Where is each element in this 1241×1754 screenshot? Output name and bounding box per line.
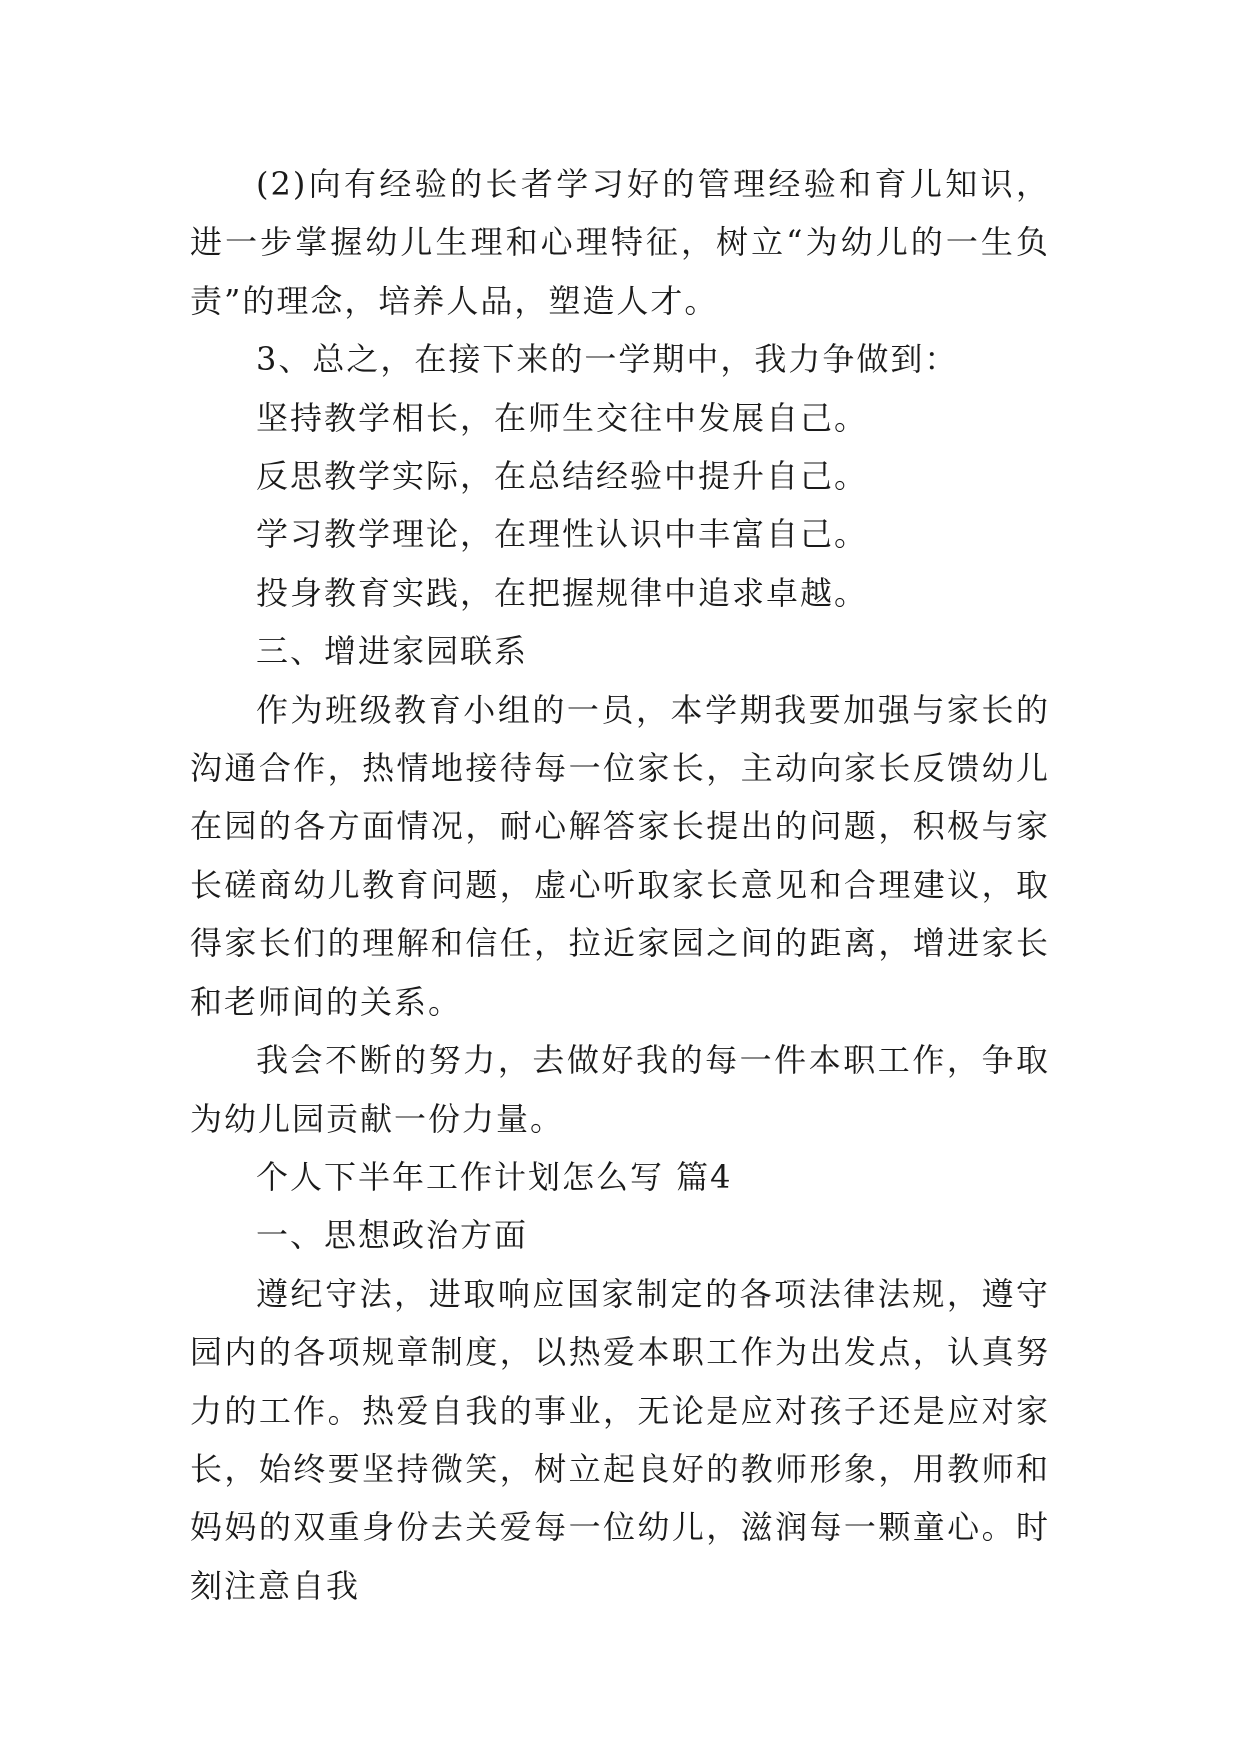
paragraph-commitment: 我会不断的努力，去做好我的每一件本职工作，争取为幼儿园贡献一份力量。: [190, 1041, 1050, 1138]
section-heading-home-school: 三、增进家园联系: [256, 632, 529, 671]
paragraph-goal-theory: 学习教学理论，在理性认识中丰富自己。: [256, 515, 869, 554]
paragraph-goal-teaching: 坚持教学相长，在师生交往中发展自己。: [256, 398, 869, 437]
paragraph-goal-practice: 投身教育实践，在把握规律中追求卓越。: [256, 573, 869, 612]
document-page: [190, 155, 1050, 1615]
paragraph-goal-reflection: 反思教学实际，在总结经验中提升自己。: [256, 457, 869, 496]
paragraph-politics: 遵纪守法，进取响应国家制定的各项法律法规，遵守园内的各项规章制度，以热爱本职工作为出发点，认真努力的工作。热爱自我的事业，无论是应对孩子还是应对家长，始终要坚持微笑，树立起良好的教师形象，用教师和妈妈的双重身份去关爱每一位幼儿，滋润每一颗童心。时刻注意自我: [190, 1274, 1050, 1605]
paragraph-summary-intro: 3、总之，在接下来的一学期中，我力争做到：: [256, 340, 959, 379]
article-heading: 个人下半年工作计划怎么写 篇4: [256, 1157, 733, 1196]
paragraph-home-school: 作为班级教育小组的一员，本学期我要加强与家长的沟通合作，热情地接待每一位家长，主动向家长反馈幼儿在园的各方面情况，耐心解答家长提出的问题，积极与家长磋商幼儿教育问题，虚心听取家长意见和合理建议，取得家长们的理解和信任，拉近家园之间的距离，增进家长和老师间的关系。: [190, 690, 1050, 1021]
paragraph-learning-experience: (2)向有经验的长者学习好的管理经验和育儿知识，进一步掌握幼儿生理和心理特征，树立“为幼儿的一生负责”的理念，培养人品，塑造人才。: [190, 165, 1050, 320]
section-heading-politics: 一、思想政治方面: [256, 1216, 529, 1255]
